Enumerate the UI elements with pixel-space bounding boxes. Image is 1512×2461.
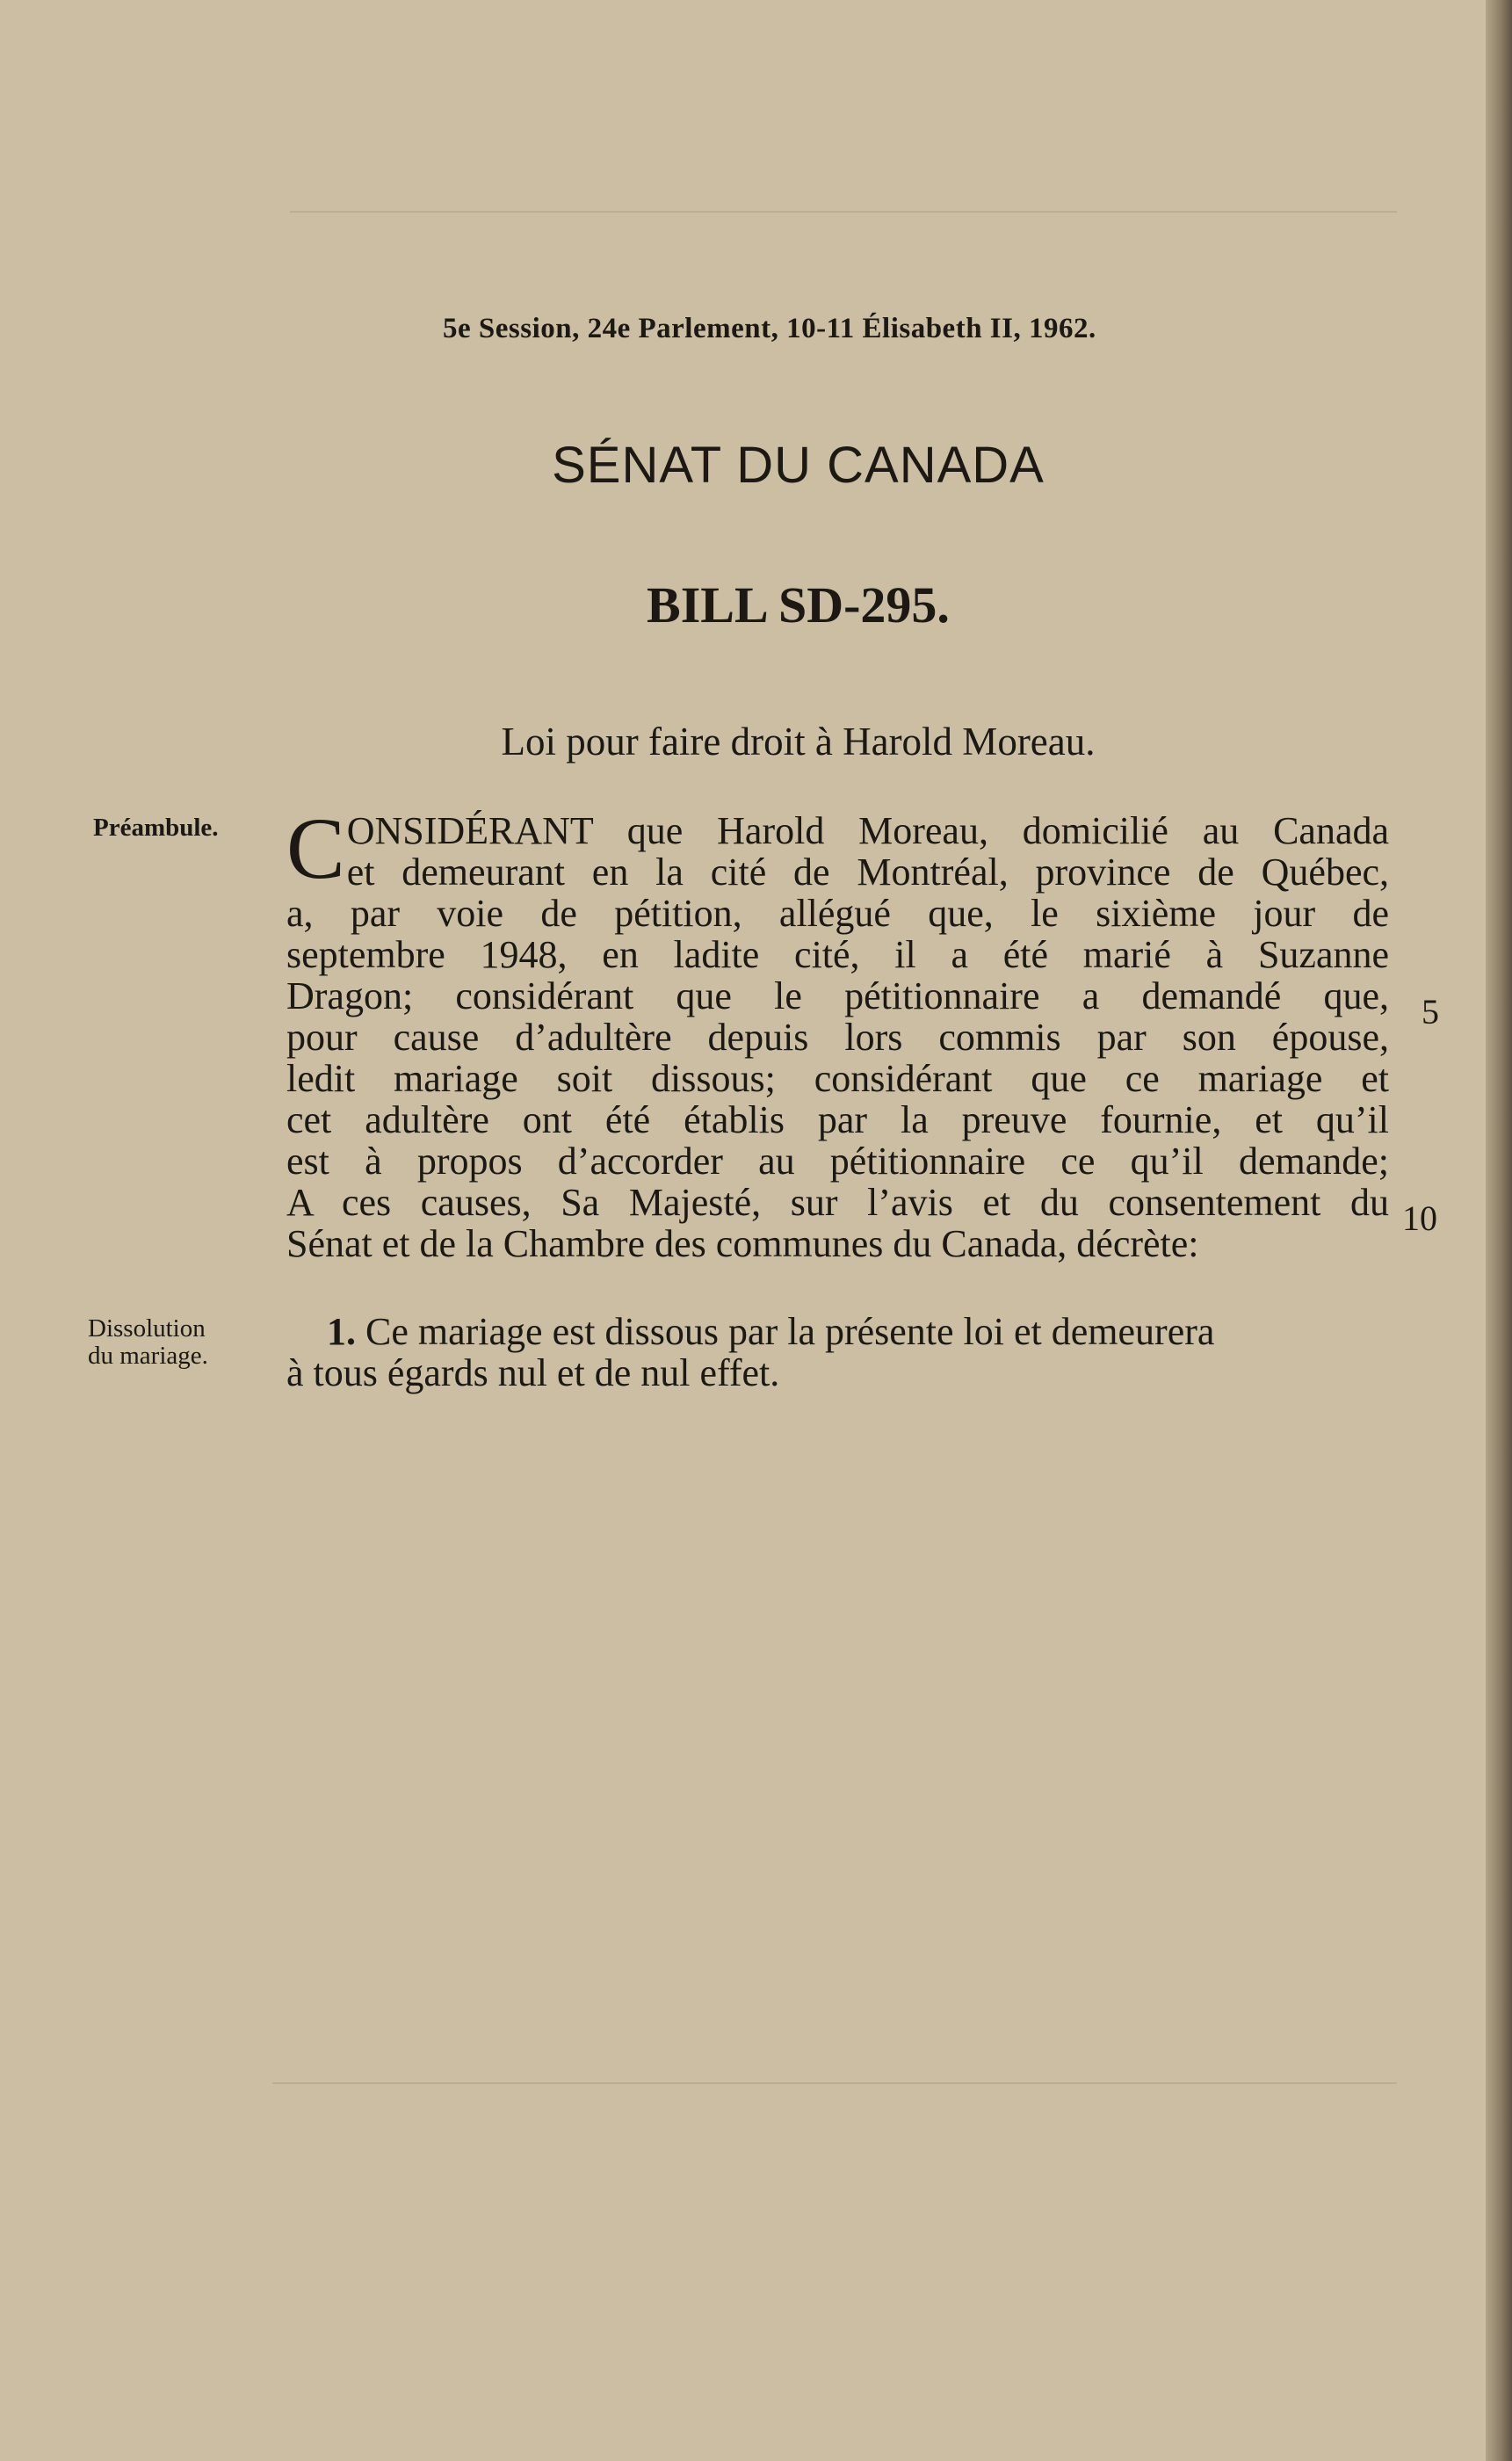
preamble-line: a, par voie de pétition, allégué que, le sixième jour de — [286, 892, 1389, 935]
section-number: 1. — [327, 1310, 356, 1353]
show-through-rule — [272, 2082, 1397, 2084]
show-through-rule — [290, 211, 1397, 213]
preamble-line: Sénat et de la Chambre des communes du Canada, décrète: — [286, 1222, 1199, 1265]
preamble-dropcap: C — [286, 800, 345, 897]
margin-note-dissolution-line2: du mariage. — [88, 1342, 208, 1370]
page-binding-edge — [1486, 0, 1512, 2461]
margin-note-dissolution — [88, 1315, 208, 1370]
preamble-line: et demeurant en la cité de Montréal, province de Québec, — [346, 850, 1389, 894]
section-1-text-line1: Ce mariage est dissous par la présente loi et demeurera — [365, 1310, 1215, 1353]
preamble-line: pour cause d’adultère depuis lors commis par son épouse, — [286, 1016, 1389, 1059]
bill-title: Loi pour faire droit à Harold Moreau. — [501, 720, 1096, 764]
section-1-text-line2: à tous égards nul et de nul effet. — [286, 1351, 780, 1394]
preamble-line: ledit mariage soit dissous; considérant que ce mariage et — [286, 1057, 1389, 1100]
line-number-10: 10 — [1402, 1198, 1437, 1238]
running-head: 5e Session, 24e Parlement, 10-11 Élisabeth II, 1962. — [443, 313, 1096, 344]
preamble-line: cet adultère ont été établis par la preuve fournie, et qu’il — [286, 1098, 1389, 1141]
institution-title: SÉNAT DU CANADA — [552, 437, 1045, 494]
preamble-line: A ces causes, Sa Majesté, sur l’avis et du consentement du — [286, 1181, 1389, 1224]
line-number-5: 5 — [1422, 992, 1439, 1031]
section-1-line1 — [286, 1311, 1389, 1352]
section-1 — [286, 1311, 1389, 1393]
preamble-line: Dragon; considérant que le pétitionnaire a demandé que, — [286, 974, 1389, 1017]
preamble-line: ONSIDÉRANT que Harold Moreau, domicilié au Canada — [346, 809, 1389, 852]
preamble-text — [286, 800, 1389, 1265]
bill-number: BILL SD-295. — [647, 576, 950, 633]
preamble-line: septembre 1948, en ladite cité, il a été marié à Suzanne — [286, 933, 1389, 976]
margin-note-preamble: Préambule. — [93, 814, 219, 842]
margin-note-dissolution-line1: Dissolution — [88, 1314, 206, 1343]
preamble-line: est à propos d’accorder au pétitionnaire ce qu’il demande; — [286, 1140, 1389, 1183]
